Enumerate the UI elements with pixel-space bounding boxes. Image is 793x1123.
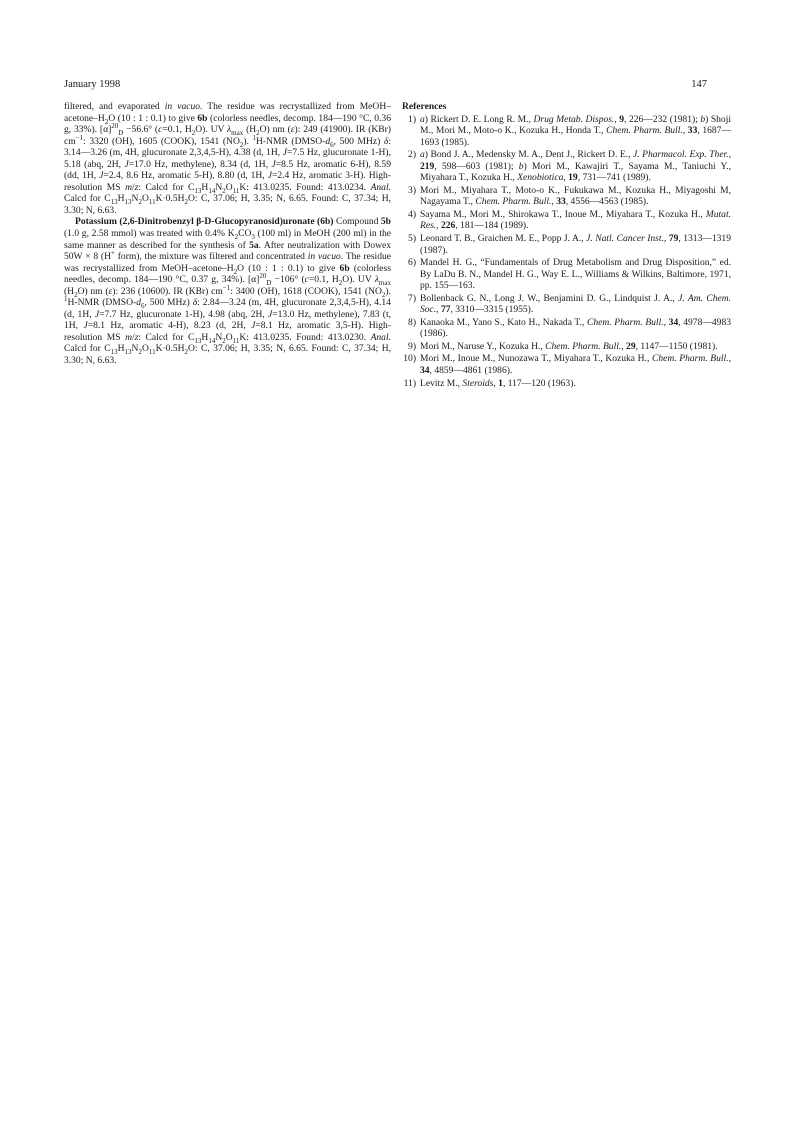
reference-text: Kanaoka M., Yano S., Kato H., Nakada T., Chem. Pharm. Bull., 34, 4978—4983 (1986). — [420, 316, 731, 340]
references-heading: References — [402, 101, 447, 112]
reference-text: Leonard T. B., Graichen M. E., Popp J. A., J. Natl. Cancer Inst., 79, 1313—1319 (1987). — [420, 233, 731, 256]
reference-text: Mori M., Naruse Y., Kozuka H., Chem. Pharm. Bull., 29, 1147—1150 (1981). — [420, 340, 718, 352]
reference-item — [402, 317, 731, 340]
reference-number: 3) — [408, 184, 416, 196]
experimental-paragraph-potassium-uronate: Potassium (2,6-Dinitrobenzyl β-D-Glucopyranosid)uronate (6b) Compound 5b (1.0 g, 2.58 mmol) was treated with 0.4% $K_2CO_3$ (100 ml) in MeOH (200 ml) in the same manner as described for the synthesis of 5a. After neutralization with Dowex 50W × 8 (H+ form), the mixture was filtered and concentrated in vacuo. The residue was recrystallized from MeOH–$acetone-H_2O$ (10 : 1 : 0.1) to give 6b (colorless needles, decomp. 184—190 °C, 0.37 g, 34%). $[\alpha]^{20}_D -106^\circ$ (c=0.1, $H_2O$). UV $\lambda_{max}$ $(H_2O)$ nm (ε): 236 (10600). IR (KBr) $cm^{-1}$: 3400 (OH), 1618 (COOK), 1541 $(NO_2)$. $^1$H-NMR ($DMSO-d_6$, 500 MHz) δ: 2.84—3.24 (m, 4H, glucuronate 2,3,4,5-H), 4.14 (d, 1H, J=7.7 Hz, glucuronate 1-H), 4.98 (abq, 2H, J=13.0 Hz, methylene), 7.83 (t, 1H, J=8.1 Hz, aromatic 4-H), 8.23 (d, 2H, J=8.1 Hz, aromatic 3,5-H). High-resolution MS m/z: Calcd for $C_{13}H_{14}N_2O_{11}K$: 413.0235. Found: 413.0230. Anal. Calcd for $C_{13}H_{13}N_2O_{11}K\cdot 0.5H_2O$: C, 37.06; H, 3.35; N, 6.65. Found: C, 37.34; H, 3.30; N, 6.63. — [64, 216, 392, 367]
page-header-date: January 1998 — [64, 79, 121, 90]
reference-item — [402, 209, 731, 232]
reference-number: 2) — [408, 149, 416, 161]
reference-number: 8) — [408, 316, 416, 328]
reference-item — [402, 185, 731, 208]
reference-number: 7) — [408, 292, 416, 304]
experimental-paragraph-6b-continued: filtered, and evaporated in vacuo. The residue was recrystallized from MeOH–$acetone-H_2O$ (10 : 1 : 0.1) to give 6b (colorless needles, decomp. 184—190 °C, 0.36 g, 33%). $[\alpha]^{20}_D -56.6^\circ$ (c=0.1, $H_2O$). UV $\lambda_{max}$ $(H_2O)$ nm (ε): 249 (41900). IR (KBr) $cm^{-1}$: 3320 (OH), 1605 (COOK), 1541 $(NO_2)$. $^1$H-NMR ($DMSO-d_6$, 500 MHz) δ: 3.14—3.26 (m, 4H, glucuronate 2,3,4,5-H), 4.38 (d, 1H, J=7.5 Hz, glucuronate 1-H), 5.18 (abq, 2H, J=17.0 Hz, methylene), 8.34 (d, 1H, J=8.5 Hz, aromatic 6-H), 8.59 (dd, 1H, J=2.4, 8.6 Hz, aromatic 5-H), 8.80 (d, 1H, J=2.4 Hz, aromatic 3-H). High-resolution MS m/z: Calcd for $C_{13}H_{14}N_2O_{11}K$: 413.0235. Found: 413.0234. Anal. Calcd for $C_{13}H_{13}N_2O_{11}K\cdot 0.5H_2O$: C, 37.06; H, 3.35; N, 6.65. Found: C, 37.34; H, 3.30; N, 6.63. — [64, 101, 391, 216]
references-list — [402, 114, 731, 390]
reference-item — [402, 233, 731, 256]
left-column — [64, 101, 391, 367]
reference-text: a) Bond J. A., Medensky M. A., Dent J., Rickert D. E., J. Pharmacol. Exp. Ther., 219, 598—603 (1981); b) Mori M., Kawajiri T., Sayama M., Taniuchi Y., Miyahara T., Kozuka H., Xenobiotica, 19, 731—741 (1989). — [420, 149, 731, 184]
reference-number: 10) — [403, 353, 416, 365]
reference-item — [402, 149, 731, 184]
reference-text: Sayama M., Mori M., Shirokawa T., Inoue M., Miyahara T., Kozuka H., Mutat. Res., 226, 181—184 (1989). — [420, 208, 731, 232]
compound-heading: Potassium (2,6-Dinitrobenzyl β-D-Glucopyranosid)uronate (6b) — [75, 216, 334, 228]
right-column — [402, 101, 731, 390]
reference-text: Bollenback G. N., Long J. W., Benjamini D. G., Lindquist J. A., J. Am. Chem. Soc., 77, 3310—3315 (1955). — [420, 292, 732, 316]
reference-text: Mori M., Miyahara T., Moto-o K., Fukukawa M., Kozuka H., Miyagoshi M, Nagayama T., Chem. Pharm. Bull., 33, 4556—4563 (1985). — [420, 184, 731, 208]
reference-number: 5) — [408, 233, 416, 245]
reference-number: 6) — [408, 257, 416, 269]
reference-item — [402, 378, 731, 390]
reference-text: a) Rickert D. E. Long R. M., Drug Metab. Dispos., 9, 226—232 (1981); b) Shoji M., Mori M., Moto-o K., Kozuka H., Honda T., Chem. Pharm. Bull., 33, 1687—1693 (1985). — [420, 113, 732, 148]
reference-item — [402, 114, 731, 149]
reference-item — [402, 293, 731, 316]
reference-number: 4) — [408, 208, 416, 220]
reference-number: 11) — [403, 377, 416, 389]
reference-number: 9) — [408, 340, 416, 352]
reference-number: 1) — [408, 113, 416, 125]
reference-text: Mandel H. G., “Fundamentals of Drug Metabolism and Drug Disposition,” ed. By LaDu B. N., Mandel H. G., Way E. L., Williams & Wilkins, Baltimore, 1971, pp. 155—163. — [420, 257, 731, 292]
reference-text: Levitz M., Steroids, 1, 117—120 (1963). — [420, 377, 576, 389]
page-number: 147 — [691, 79, 707, 90]
reference-text: Mori M., Inoue M., Nunozawa T., Miyahara T., Kozuka H., Chem. Pharm. Bull., 34, 4859—4861 (1986). — [420, 353, 731, 377]
reference-item — [402, 341, 731, 353]
reference-item — [402, 257, 731, 292]
reference-item — [402, 353, 731, 376]
